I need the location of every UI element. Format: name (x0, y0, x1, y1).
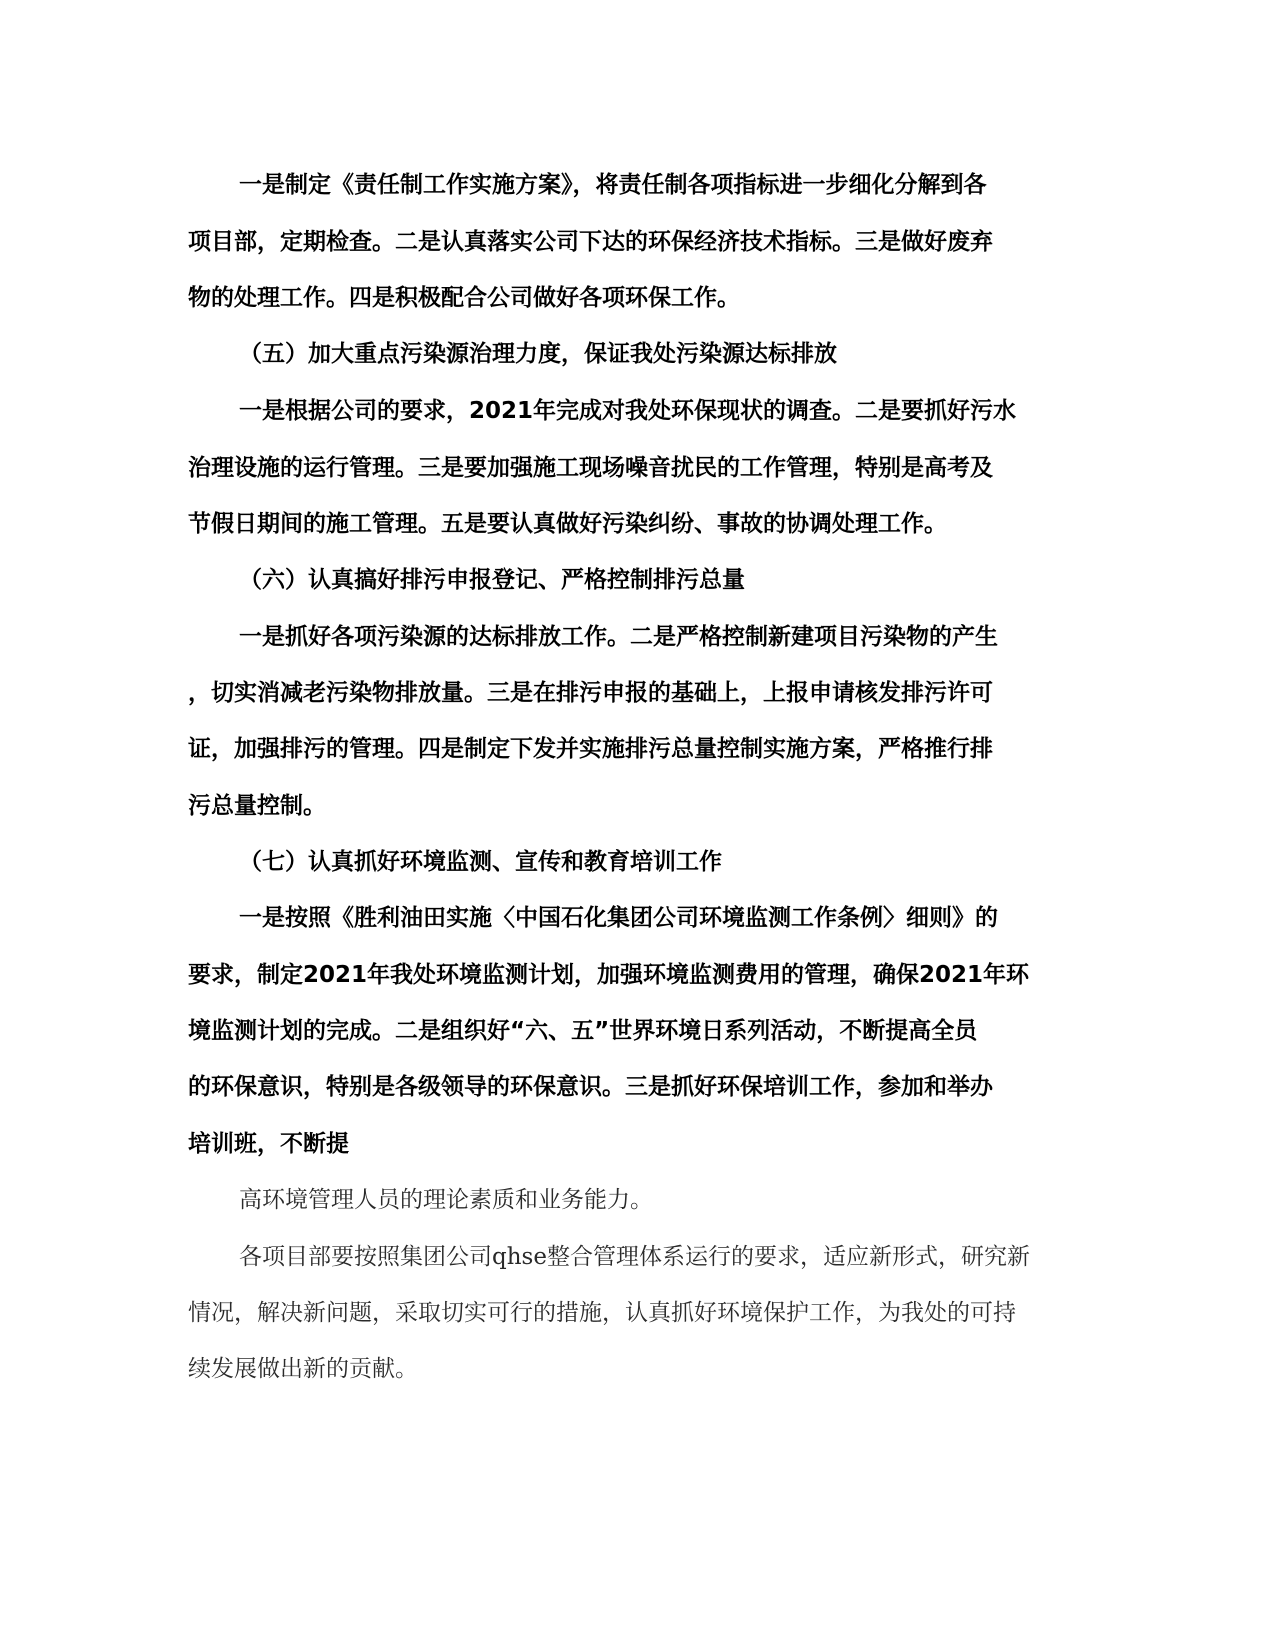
paragraph-line: ，切实消减老污染物排放量。三是在排污申报的基础上，上报申请核发排污许可 (188, 680, 993, 706)
section-heading: （七）认真抓好环境监测、宣传和教育培训工作 (239, 849, 722, 875)
section-heading: （五）加大重点污染源治理力度，保证我处污染源达标排放 (239, 341, 837, 367)
paragraph-line: 一是根据公司的要求，2021年完成对我处环保现状的调查。二是要抓好污水 (239, 398, 1017, 424)
paragraph-line: 节假日期间的施工管理。五是要认真做好污染纠纷、事故的协调处理工作。 (188, 511, 947, 537)
section-heading: （六）认真搞好排污申报登记、严格控制排污总量 (239, 567, 745, 593)
paragraph-line: 一是按照《胜利油田实施〈中国石化集团公司环境监测工作条例〉细则》的 (239, 905, 998, 931)
paragraph-line: 培训班，不断提 (188, 1131, 349, 1157)
paragraph-line: 污总量控制。 (188, 793, 326, 819)
paragraph-line: 证，加强排污的管理。四是制定下发并实施排污总量控制实施方案，严格推行排 (188, 736, 993, 762)
paragraph-line: 续发展做出新的贡献。 (188, 1356, 418, 1382)
paragraph-line: 一是抓好各项污染源的达标排放工作。二是严格控制新建项目污染物的产生 (239, 624, 998, 650)
paragraph-line: 高环境管理人员的理论素质和业务能力。 (239, 1187, 653, 1213)
paragraph-line: 情况，解决新问题，采取切实可行的措施，认真抓好环境保护工作，为我处的可持 (188, 1300, 1016, 1326)
paragraph-line: 物的处理工作。四是积极配合公司做好各项环保工作。 (188, 285, 740, 311)
paragraph-line: 境监测计划的完成。二是组织好“六、五”世界环境日系列活动，不断提高全员 (188, 1018, 978, 1044)
paragraph-line: 要求，制定2021年我处环境监测计划，加强环境监测费用的管理，确保2021年环 (188, 962, 1030, 988)
paragraph-line: 治理设施的运行管理。三是要加强施工现场噪音扰民的工作管理，特别是高考及 (188, 455, 993, 481)
paragraph-line: 一是制定《责任制工作实施方案》，将责任制各项指标进一步细化分解到各 (239, 172, 987, 198)
paragraph-line: 各项目部要按照集团公司qhse整合管理体系运行的要求，适应新形式，研究新 (239, 1244, 1030, 1270)
paragraph-line: 项目部，定期检查。二是认真落实公司下达的环保经济技术指标。三是做好废弃 (188, 229, 993, 255)
paragraph-line: 的环保意识，特别是各级领导的环保意识。三是抓好环保培训工作，参加和举办 (188, 1074, 993, 1100)
